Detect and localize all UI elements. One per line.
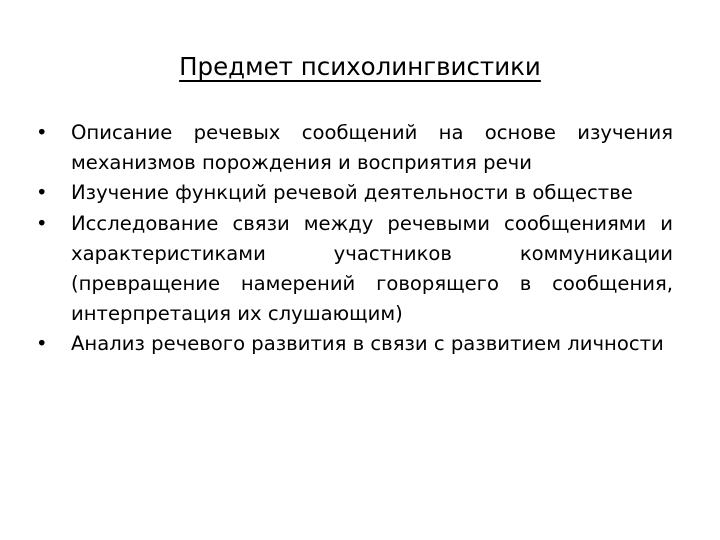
bullet-icon: • (36, 181, 48, 205)
bullet-item (36, 329, 673, 359)
slide-title-text: Предмет психолингвистики (179, 52, 541, 81)
bullet-text: Изучение функций речевой деятельности в обществе (71, 181, 633, 205)
bullet-text: Исследование связи между речевыми сообщениями и характеристиками участников коммуникации (превращение намерений говорящего в сообщения, интерпретация их слушающим) (71, 211, 673, 326)
bullet-icon: • (36, 211, 48, 235)
bullet-list (36, 118, 673, 360)
bullet-text: Описание речевых сообщений на основе изучения механизмов порождения и восприятия речи (71, 121, 673, 175)
bullet-item (36, 209, 673, 330)
bullet-item (36, 118, 673, 178)
bullet-item (36, 178, 673, 208)
bullet-icon: • (36, 121, 48, 144)
bullet-text: Анализ речевого развития в связи с развитием личности (71, 332, 664, 356)
slide-title (0, 47, 720, 87)
bullet-icon: • (36, 332, 48, 356)
